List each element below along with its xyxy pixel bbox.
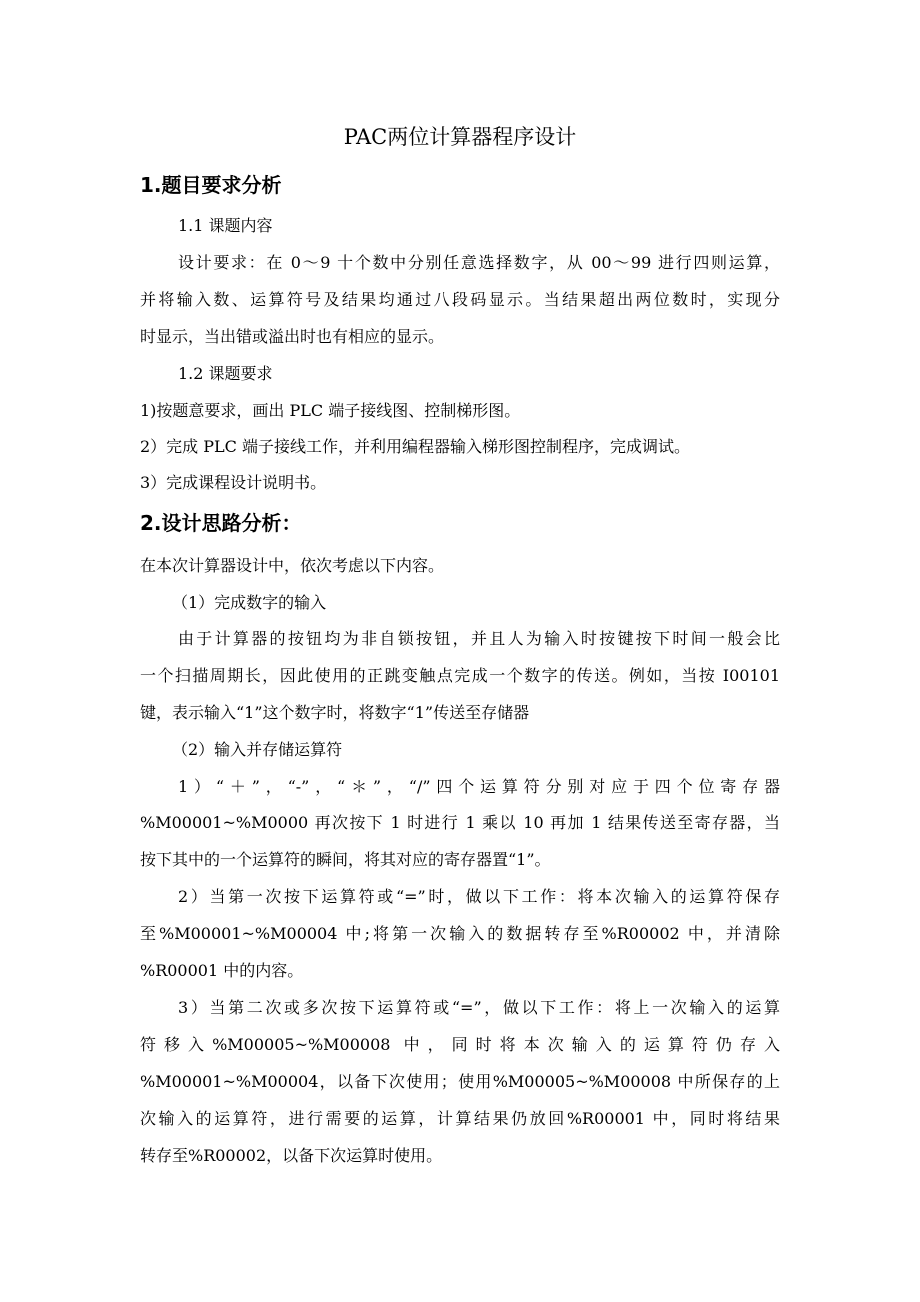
paragraph-line: 并将输入数、运算符号及结果均通过八段码显示。当结果超出两位数时，实现分 — [140, 290, 780, 309]
paragraph-line: 设计要求：在 0～9 十个数中分别任意选择数字，从 00～99 进行四则运算， — [178, 253, 780, 272]
item-heading: （2）输入并存储运算符 — [172, 740, 343, 759]
paragraph-line: 在本次计算器设计中，依次考虑以下内容。 — [140, 556, 445, 575]
paragraph-line: 3）当第二次或多次按下运算符或“=”，做以下工作：将上一次输入的运算 — [178, 998, 780, 1017]
paragraph-line: 由于计算器的按钮均为非自锁按钮，并且人为输入时按键按下时间一般会比 — [178, 629, 780, 648]
document-title: PAC两位计算器程序设计 — [343, 125, 577, 149]
paragraph-line: 键，表示输入“1”这个数字时，将数字“1”传送至存储器 — [140, 703, 530, 722]
subsection-heading: 1.1 课题内容 — [178, 216, 273, 235]
section1-heading: 1.题目要求分析 — [140, 173, 282, 197]
paragraph-line: %M00001~%M00004，以备下次使用；使用%M00005~%M00008 中所保存的上 — [140, 1072, 780, 1091]
paragraph-line: %R00001 中的内容。 — [140, 961, 304, 980]
item-heading: （1）完成数字的输入 — [172, 593, 327, 612]
paragraph-line: 时显示，当出错或溢出时也有相应的显示。 — [140, 327, 445, 346]
paragraph-line: 次输入的运算符，进行需要的运算，计算结果仍放回%R00001 中，同时将结果 — [140, 1109, 780, 1128]
subsection-heading: 1.2 课题要求 — [178, 364, 273, 383]
paragraph-line: 一个扫描周期长，因此使用的正跳变触点完成一个数字的传送。例如，当按 I00101 — [140, 666, 780, 685]
paragraph-line: 按下其中的一个运算符的瞬间，将其对应的寄存器置“1”。 — [140, 850, 551, 869]
paragraph-line: 至%M00001~%M00004 中;将第一次输入的数据转存至%R00002 中，并清除 — [140, 924, 780, 943]
paragraph-line: 2）当第一次按下运算符或“=”时，做以下工作：将本次输入的运算符保存 — [178, 887, 780, 906]
list-item: 1)按题意要求，画出 PLC 端子接线图、控制梯形图。 — [140, 401, 521, 420]
section2-heading: 2.设计思路分析： — [140, 511, 302, 535]
list-item: 3）完成课程设计说明书。 — [140, 473, 327, 492]
paragraph-line: 符移入%M00005~%M00008 中，同时将本次输入的运算符仍存入 — [140, 1035, 780, 1054]
paragraph-line: 1）“＋”，“-”，“＊”，“/”四个运算符分别对应于四个位寄存器 — [178, 777, 780, 796]
paragraph-line: %M00001~%M0000 再次按下 1 时进行 1 乘以 10 再加 1 结果传送至寄存器，当 — [140, 813, 780, 832]
list-item: 2）完成 PLC 端子接线工作，并利用编程器输入梯形图控制程序，完成调试。 — [140, 437, 690, 456]
paragraph-line: 转存至%R00002，以备下次运算时使用。 — [140, 1146, 443, 1165]
